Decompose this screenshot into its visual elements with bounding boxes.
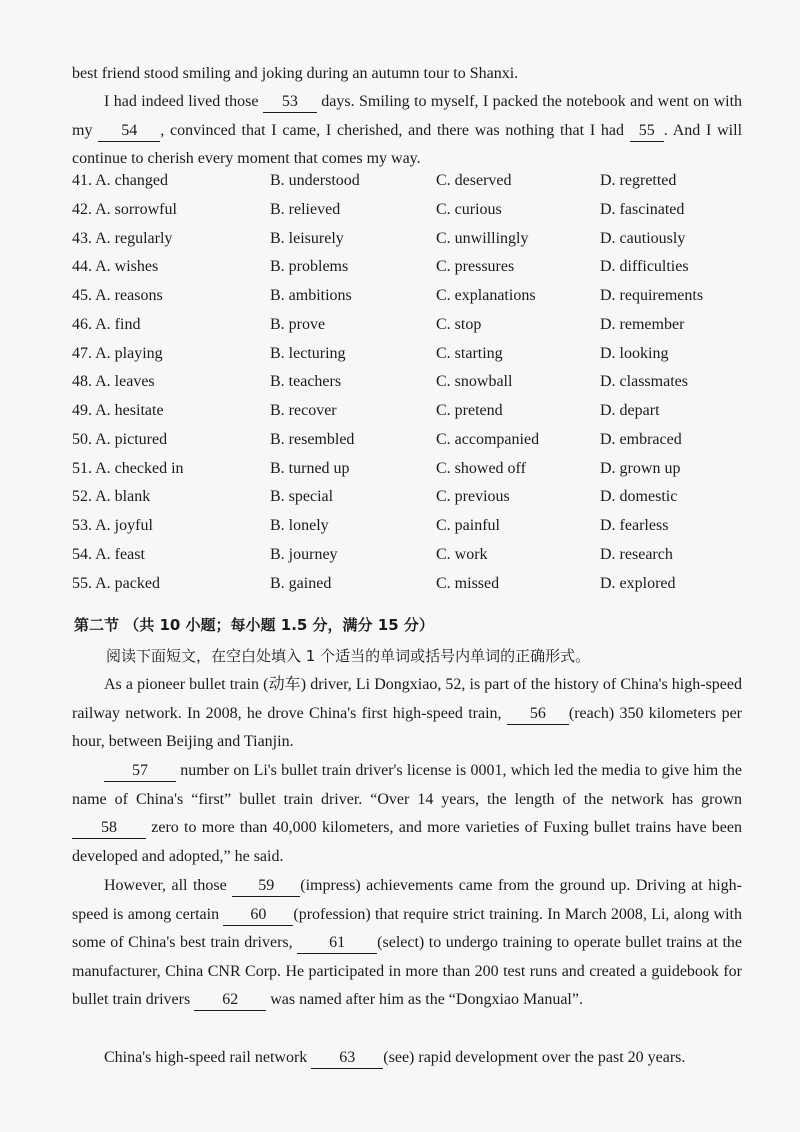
option-a[interactable]: 43. A. regularly	[72, 229, 173, 247]
passage2-paragraph-1	[72, 671, 742, 757]
option-row	[72, 316, 752, 345]
option-c[interactable]: C. stop	[436, 315, 482, 333]
option-a[interactable]: 50. A. pictured	[72, 430, 168, 448]
option-row	[72, 460, 752, 489]
option-d[interactable]: D. remember	[600, 315, 685, 333]
blank-62[interactable]: 62	[194, 990, 266, 1011]
option-d[interactable]: D. grown up	[600, 459, 681, 477]
passage-text: was named after him as the “Dongxiao Manual”.	[270, 991, 583, 1009]
option-b[interactable]: B. gained	[270, 574, 332, 592]
option-b[interactable]: B. relieved	[270, 200, 341, 218]
option-a[interactable]: 44. A. wishes	[72, 258, 159, 276]
option-b[interactable]: B. recover	[270, 402, 337, 419]
option-d[interactable]: D. classmates	[600, 373, 688, 391]
blank-60[interactable]: 60	[223, 905, 293, 926]
option-b[interactable]: B. special	[270, 488, 334, 506]
passage-text: (profession) that require strict training. In March 2008, Li, along with some of China's best train drivers,	[72, 905, 742, 952]
option-row	[72, 546, 752, 575]
option-b[interactable]: B. problems	[270, 258, 349, 276]
blank-63[interactable]: 63	[311, 1048, 383, 1069]
passage-text: best friend stood smiling and joking during an autumn tour to Shanxi.	[72, 65, 519, 82]
option-b[interactable]: B. understood	[270, 172, 360, 189]
option-row	[72, 575, 752, 604]
passage-text: As a pioneer bullet train (动车) driver, Li Dongxiao, 52, is part of the history of China's high-speed railway network. In 2008, he drove China's first high-speed train,	[72, 676, 742, 722]
option-d[interactable]: D. requirements	[600, 287, 704, 304]
option-d[interactable]: D. research	[600, 545, 673, 563]
passage2-paragraph-2	[72, 757, 742, 871]
passage2-paragraph-4	[72, 1044, 742, 1073]
option-b[interactable]: B. resembled	[270, 430, 355, 448]
option-row	[72, 488, 752, 517]
option-a[interactable]: 55. A. packed	[72, 574, 160, 592]
option-c[interactable]: C. deserved	[436, 172, 512, 189]
option-b[interactable]: B. teachers	[270, 373, 342, 391]
options-table	[72, 172, 752, 603]
option-row	[72, 230, 752, 259]
blank-56[interactable]: 56	[507, 704, 569, 725]
option-a[interactable]: 41. A. changed	[72, 172, 168, 189]
passage-text: However, all those	[104, 877, 227, 894]
option-c[interactable]: C. pressures	[436, 258, 515, 276]
option-a[interactable]: 46. A. find	[72, 315, 141, 333]
passage-text: (reach) 350 kilometers per hour, between Beijing and Tianjin.	[72, 704, 743, 751]
passage-text: days. Smiling to myself, I packed the notebook and went on with my	[72, 93, 743, 139]
option-row	[72, 201, 752, 230]
option-b[interactable]: B. ambitions	[270, 287, 352, 304]
passage-text: number on Li's bullet train driver's license is 0001, which led the media to give him the name of China's “first” bullet train driver. “Over 14 years, the length of the network has grown	[72, 762, 742, 808]
blank-59[interactable]: 59	[232, 876, 300, 897]
passage-text: , convinced that I came, I cherished, and there was nothing that I had	[160, 121, 625, 139]
option-d[interactable]: D. fearless	[600, 517, 669, 534]
option-row	[72, 172, 752, 201]
option-a[interactable]: 53. A. joyful	[72, 517, 153, 534]
section-heading: 第二节 （共 10 小题；每小题 1.5 分，满分 15 分）	[74, 616, 434, 634]
option-b[interactable]: B. lecturing	[270, 344, 346, 362]
option-d[interactable]: D. cautiously	[600, 229, 686, 247]
blank-53[interactable]: 53	[263, 92, 317, 113]
option-c[interactable]: C. pretend	[436, 402, 503, 419]
option-a[interactable]: 48. A. leaves	[72, 373, 155, 391]
option-row	[72, 402, 752, 431]
option-b[interactable]: B. leisurely	[270, 229, 344, 247]
passage-text: (see) rapid development over the past 20 years.	[383, 1049, 686, 1066]
option-d[interactable]: D. explored	[600, 574, 676, 592]
blank-55[interactable]: 55	[630, 121, 664, 142]
option-a[interactable]: 45. A. reasons	[72, 287, 163, 304]
option-a[interactable]: 42. A. sorrowful	[72, 200, 177, 218]
blank-61[interactable]: 61	[297, 933, 377, 954]
option-c[interactable]: C. painful	[436, 517, 500, 534]
option-a[interactable]: 49. A. hesitate	[72, 402, 164, 419]
option-c[interactable]: C. starting	[436, 344, 503, 362]
passage-text: China's high-speed rail network	[104, 1049, 308, 1066]
option-c[interactable]: C. snowball	[436, 373, 513, 391]
option-a[interactable]: 47. A. playing	[72, 344, 163, 362]
option-b[interactable]: B. turned up	[270, 459, 350, 477]
blank-58[interactable]: 58	[72, 818, 146, 839]
option-row	[72, 287, 752, 316]
option-row	[72, 258, 752, 287]
passage-text: zero to more than 40,000 kilometers, and more varieties of Fuxing bullet trains have been developed and adopted,” he said.	[72, 819, 743, 865]
passage-text: (select) to undergo training to operate bullet trains at the manufacturer, China CNR Corp. He participated in more than 200 test runs and created a guidebook for bullet train drivers	[72, 934, 743, 1009]
option-row	[72, 517, 752, 546]
option-c[interactable]: C. work	[436, 545, 488, 563]
option-b[interactable]: B. lonely	[270, 517, 329, 534]
option-c[interactable]: C. accompanied	[436, 430, 540, 448]
option-c[interactable]: C. unwillingly	[436, 229, 529, 247]
option-c[interactable]: C. explanations	[436, 287, 536, 304]
passage2-paragraph-3	[72, 872, 742, 1015]
option-row	[72, 431, 752, 460]
option-d[interactable]: D. embraced	[600, 430, 682, 448]
option-d[interactable]: D. regretted	[600, 172, 677, 189]
passage-text: I had indeed lived those	[104, 93, 259, 110]
option-d[interactable]: D. depart	[600, 402, 660, 419]
option-c[interactable]: C. curious	[436, 200, 502, 218]
option-a[interactable]: 52. A. blank	[72, 488, 151, 506]
option-b[interactable]: B. prove	[270, 315, 326, 333]
option-a[interactable]: 51. A. checked in	[72, 459, 184, 477]
passage-paragraph	[72, 88, 742, 174]
blank-57[interactable]: 57	[104, 761, 176, 782]
passage-text: (impress) achievements came from the ground up. Driving at high-speed is among certain	[72, 877, 742, 923]
blank-54[interactable]: 54	[98, 121, 160, 142]
option-d[interactable]: D. domestic	[600, 488, 678, 506]
option-d[interactable]: D. difficulties	[600, 258, 689, 276]
passage-line	[72, 60, 742, 89]
option-d[interactable]: D. fascinated	[600, 200, 685, 218]
option-row	[72, 373, 752, 402]
option-d[interactable]: D. looking	[600, 344, 669, 362]
option-row	[72, 345, 752, 374]
option-c[interactable]: C. showed off	[436, 459, 526, 477]
option-a[interactable]: 54. A. feast	[72, 545, 145, 563]
passage-text: . And I will continue to cherish every moment that comes my way.	[72, 121, 743, 168]
option-c[interactable]: C. missed	[436, 574, 500, 592]
option-b[interactable]: B. journey	[270, 545, 338, 563]
option-c[interactable]: C. previous	[436, 488, 510, 506]
section-instruction: 阅读下面短文，在空白处填入 1 个适当的单词或括号内单词的正确形式。	[106, 647, 591, 665]
